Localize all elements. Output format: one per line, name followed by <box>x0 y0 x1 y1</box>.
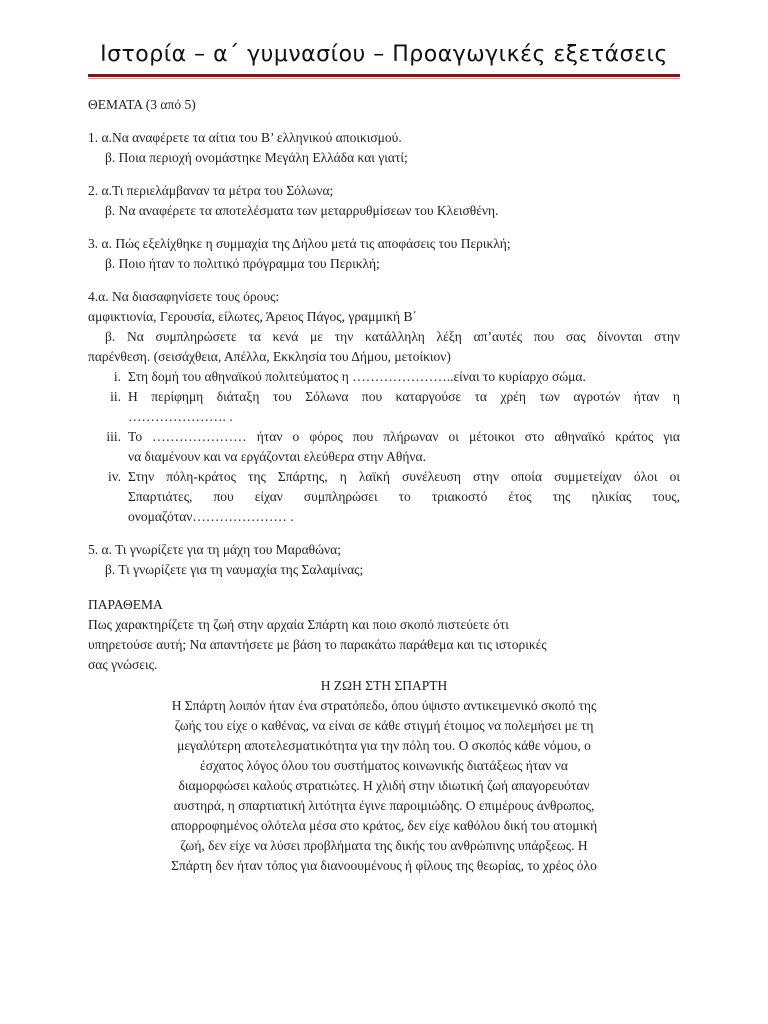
fill-in-item-number: iii. <box>106 429 121 444</box>
document-body <box>88 95 680 876</box>
fill-in-item-text <box>128 427 680 467</box>
excerpt-line: αυστηρά, η σπαρτιατική λιτότητα έγινε παροιμιώδης. Ο επιμέρους άνθρωπος, <box>173 798 595 813</box>
fill-in-item-line: Στη δομή του αθηναϊκού πολιτεύματος η …………………..είναι το κυρίαρχο σώμα. <box>128 369 586 384</box>
themes-heading: ΘΕΜΑΤΑ (3 από 5) <box>88 97 196 112</box>
question-2a: 2. α.Τι περιελάμβαναν τα μέτρα του Σόλωνα; <box>88 183 334 198</box>
header-rule <box>88 74 680 77</box>
excerpt-title: Η ΖΩΗ ΣΤΗ ΣΠΑΡΤΗ <box>320 678 448 693</box>
excerpt-line: μεγαλύτερη αποτελεσματικότητα για την πόλη του. Ο σκοπός κάθε νόμου, ο <box>177 738 591 753</box>
fill-in-item-line: Το ………………… ήταν ο φόρος που πλήρωναν οι μέτοικοι στο αθηναϊκό κράτος για <box>128 429 680 444</box>
fill-in-item-text <box>128 367 680 387</box>
parathema-intro-line: Πως χαρακτηρίζετε τη ζωή στην αρχαία Σπάρτη και ποιο σκοπό πιστεύετε ότι <box>88 617 509 632</box>
parathema-heading: ΠΑΡΑΘΕΜΑ <box>88 597 163 612</box>
fill-in-item-number: i. <box>113 369 121 384</box>
fill-in-item-line: Η περίφημη διάταξη του Σόλωνα που καταργούσε τα χρέη των αγροτών ήταν η <box>128 389 680 404</box>
fill-in-item-text <box>128 387 680 427</box>
excerpt-line: ζωής του είχε ο καθένας, να είναι σε κάθε στιγμή έτοιμος να πολεμήσει με τη <box>174 718 594 733</box>
fill-in-item <box>88 367 680 387</box>
fill-in-item-line: Στην πόλη-κράτος της Σπάρτης, η λαϊκή συνέλευση στην οποία συμμετείχαν όλοι οι <box>128 469 680 484</box>
question-5b: β. Τι γνωρίζετε για τη ναυμαχία της Σαλαμίνας; <box>105 562 364 577</box>
excerpt-block <box>140 676 628 876</box>
question-4b-line2: παρένθεση. (σεισάχθεια, Απέλλα, Εκκλησία του Δήμου, μετοίκιον) <box>88 349 451 364</box>
question-1a: 1. α.Να αναφέρετε τα αίτια του Β’ ελληνικού αποικισμού. <box>88 130 402 145</box>
fill-in-item <box>88 467 680 527</box>
header-rule-thin <box>88 78 680 79</box>
fill-in-item-number: ii. <box>110 389 121 404</box>
fill-in-item-line: Σπαρτιάτες, που είχαν συμπληρώσει το τριακοστό έτος της ηλικίας τους, <box>128 489 680 504</box>
question-4b-line1: β. Να συμπληρώσετε τα κενά με την κατάλληλη λέξη απ’αυτές που σας δίνονται στην <box>105 329 680 344</box>
parathema-intro-line: υπηρετούσε αυτή; Να απαντήσετε με βάση το παρακάτω παράθεμα και τις ιστορικές <box>88 637 547 652</box>
fill-in-list <box>88 367 680 527</box>
question-5a: 5. α. Τι γνωρίζετε για τη μάχη του Μαραθώνα; <box>88 542 341 557</box>
excerpt-line: απορροφημένος ολότελα μέσα στο κράτος, δεν είχε καθόλου δική του ατομική <box>170 818 598 833</box>
parathema-intro-line: σας γνώσεις. <box>88 657 158 672</box>
excerpt-line: Η Σπάρτη λοιπόν ήταν ένα στρατόπεδο, όπου ύψιστο αντικειμενικό σκοπό της <box>171 698 597 713</box>
fill-in-item-line: να διαμένουν και να εργάζονται ελεύθερα στην Αθήνα. <box>128 449 426 464</box>
excerpt-line: ζωή, δεν είχε να λύσει προβλήματα της δικής του ανθρώπινης υπάρξεως. Η <box>180 838 588 853</box>
excerpt-line: διαμορφώσει καλούς στρατιώτες. Η χλιδή στην ιδιωτική ζωή απαγορευόταν <box>178 778 590 793</box>
fill-in-item-line: ονομαζόταν………………… . <box>128 509 294 524</box>
excerpt-line: έσχατος λόγος όλου του συστήματος κοινωνικής διατάξεως ήταν να <box>200 758 568 773</box>
question-4a: 4.α. Να διασαφηνίσετε τους όρους: <box>88 289 280 304</box>
fill-in-item-line: …………………. . <box>128 409 233 424</box>
fill-in-item <box>88 427 680 467</box>
parathema-intro <box>88 615 680 675</box>
question-1b: β. Ποια περιοχή ονομάστηκε Μεγάλη Ελλάδα και γιατί; <box>105 150 408 165</box>
question-3b: β. Ποιο ήταν το πολιτικό πρόγραμμα του Περικλή; <box>105 256 380 271</box>
fill-in-item <box>88 387 680 427</box>
fill-in-item-text <box>128 467 680 527</box>
excerpt-line: Σπάρτη δεν ήταν τόπος για διανοουμένους ή φίλους της θεωρίας, το χρέος όλο <box>171 858 597 873</box>
question-3a: 3. α. Πώς εξελίχθηκε η συμμαχία της Δήλου μετά τις αποφάσεις του Περικλή; <box>88 236 511 251</box>
page-header-title: Ιστορία – α΄ γυμνασίου – Προαγωγικές εξετάσεις <box>100 42 668 67</box>
question-2b: β. Να αναφέρετε τα αποτελέσματα των μεταρρυθμίσεων του Κλεισθένη. <box>105 203 499 218</box>
question-4-terms: αμφικτιονία, Γερουσία, είλωτες, Άρειος Πάγος, γραμμική Β΄ <box>88 309 417 324</box>
fill-in-item-number: iv. <box>108 469 121 484</box>
